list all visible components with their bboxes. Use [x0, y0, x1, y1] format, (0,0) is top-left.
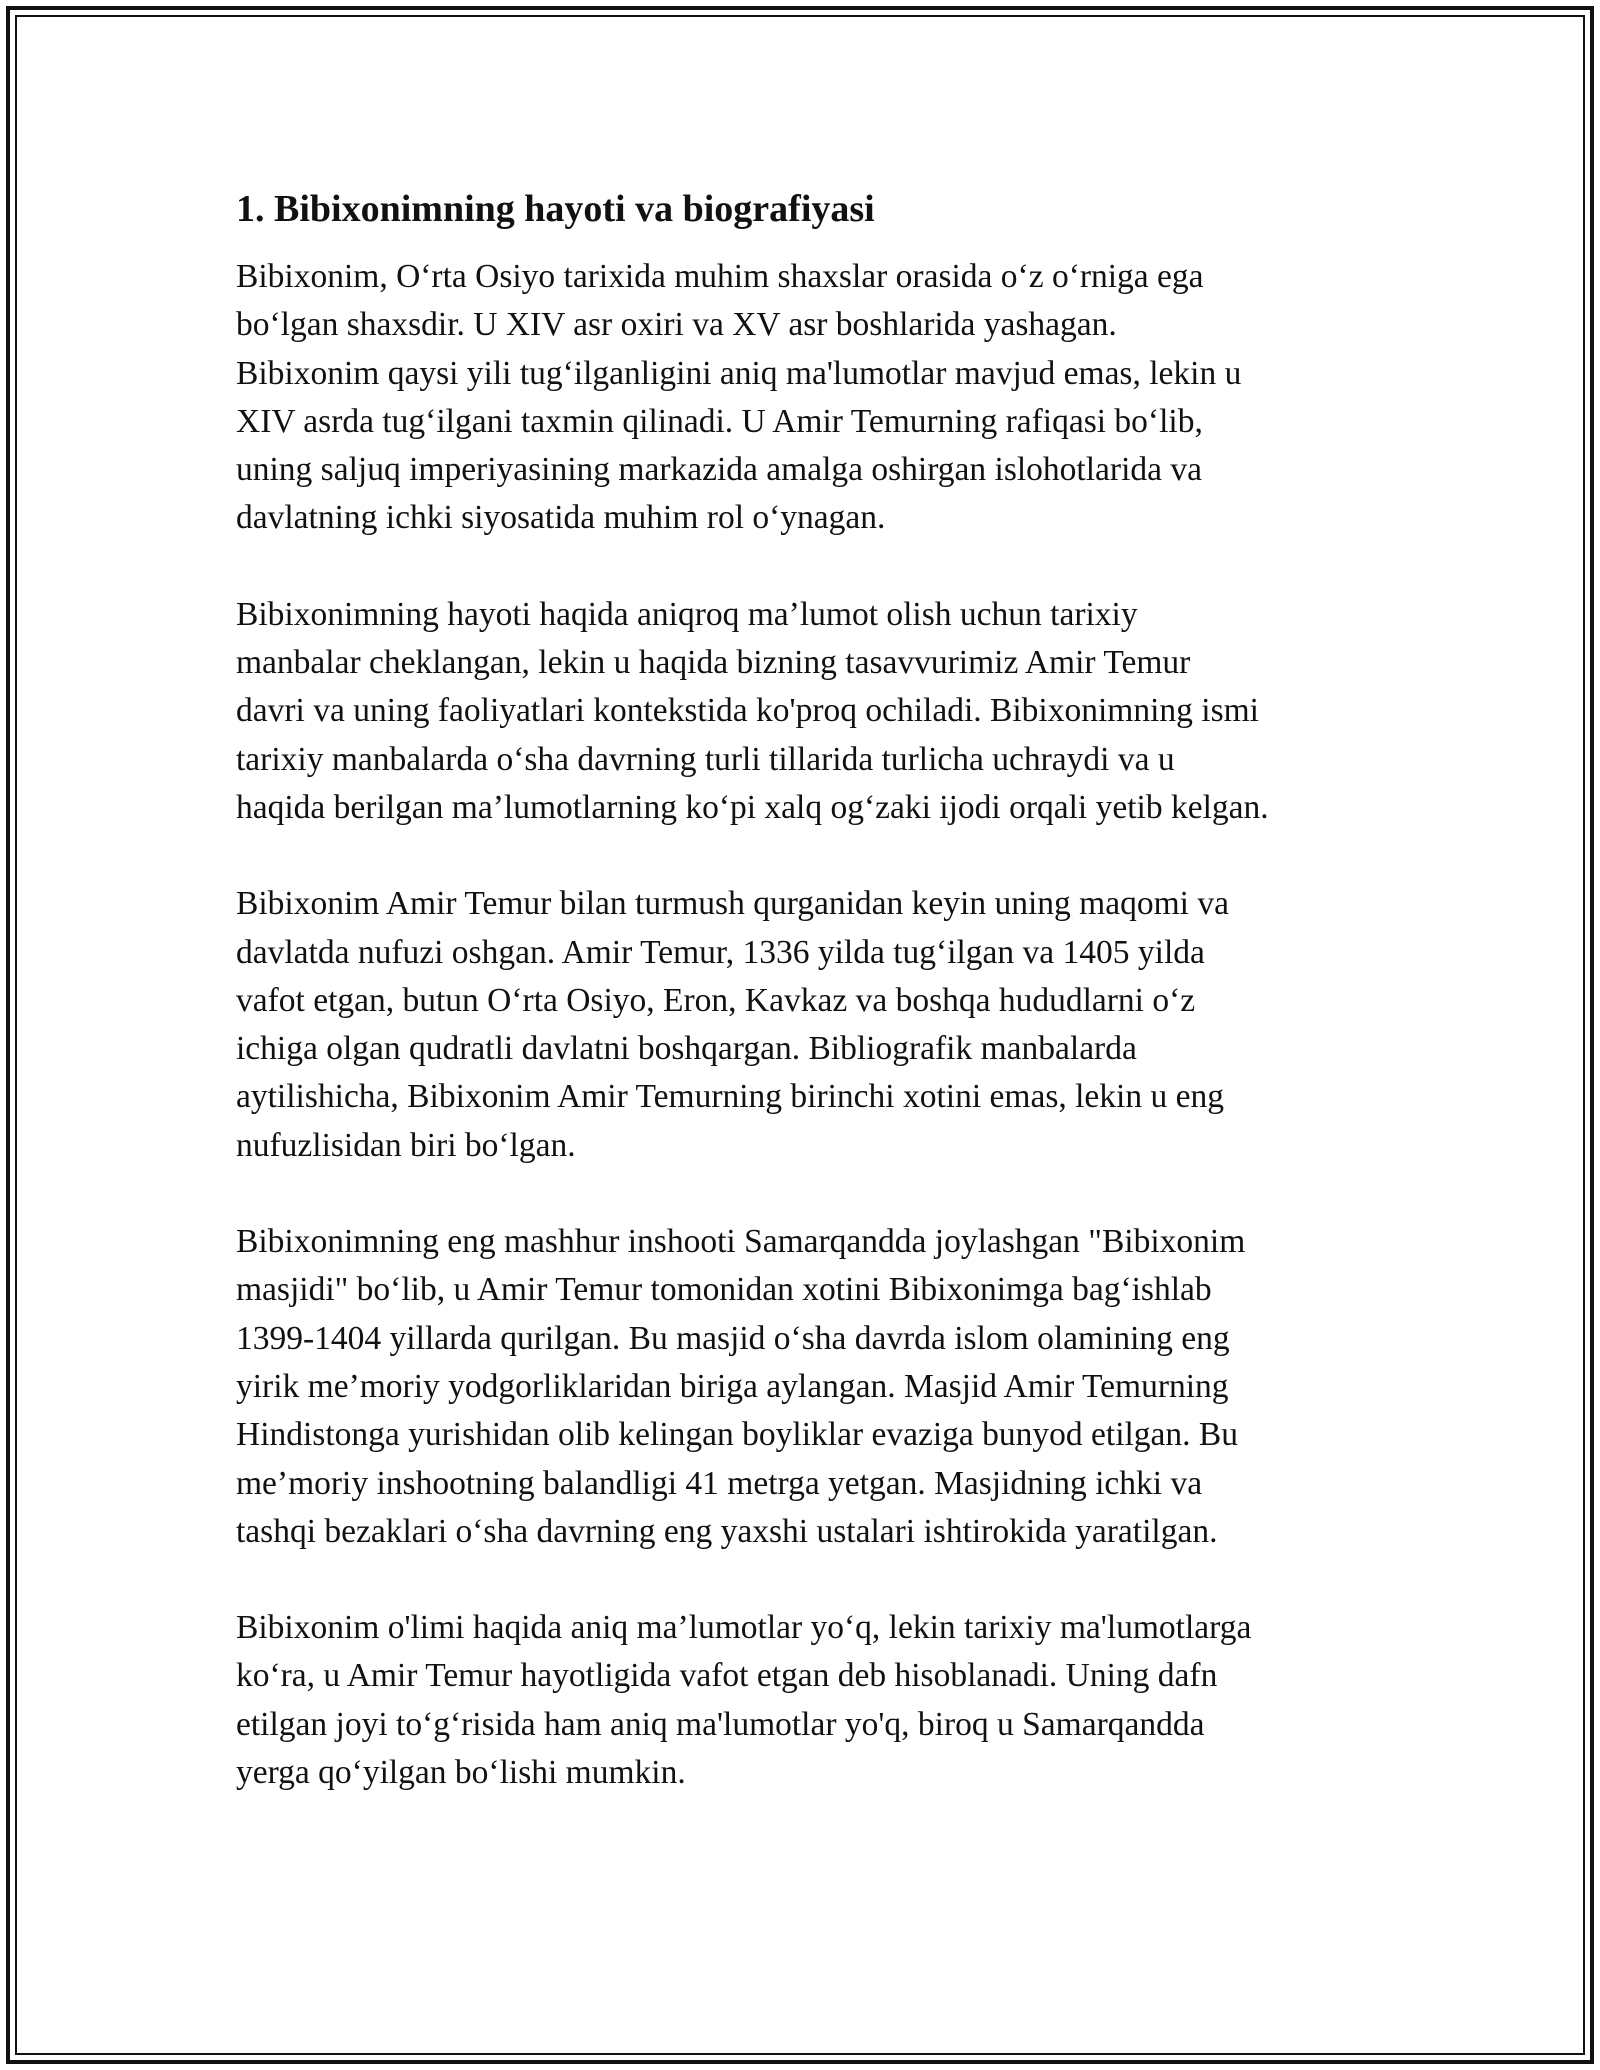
text-line: etilgan joyi to‘g‘risida ham aniq ma'lumotlar yo'q, biroq u Samarqandda — [236, 1705, 1205, 1743]
document-body — [236, 185, 1386, 1797]
text-line: Bibixonimning hayoti haqida aniqroq ma’lumot olish uchun tarixiy — [236, 595, 1138, 633]
text-line: aytilishicha, Bibixonim Amir Temurning birinchi xotini emas, lekin u eng — [236, 1078, 1224, 1116]
text-line: vafot etgan, butun O‘rta Osiyo, Eron, Kavkaz va boshqa hududlarni o‘z — [236, 981, 1196, 1019]
paragraph-4 — [236, 1218, 1386, 1556]
paragraph-5 — [236, 1604, 1386, 1797]
text-line: me’moriy inshootning balandligi 41 metrga yetgan. Masjidning ichki va — [236, 1464, 1203, 1502]
text-line: yerga qo‘yilgan bo‘lishi mumkin. — [236, 1754, 686, 1792]
text-line: Bibixonim qaysi yili tug‘ilganligini aniq ma'lumotlar mavjud emas, lekin u — [236, 354, 1242, 392]
text-line: tarixiy manbalarda o‘sha davrning turli tillarida turlicha uchraydi va u — [236, 740, 1175, 778]
text-line: manbalar cheklangan, lekin u haqida bizning tasavvurimiz Amir Temur — [236, 644, 1191, 682]
paragraph-1 — [236, 253, 1386, 543]
text-line: ichiga olgan qudratli davlatni boshqargan. Bibliografik manbalarda — [236, 1030, 1137, 1068]
text-line: davlatda nufuzi oshgan. Amir Temur, 1336 yilda tug‘ilgan va 1405 yilda — [236, 933, 1205, 971]
text-line: Hindistonga yurishidan olib kelingan boyliklar evaziga bunyod etilgan. Bu — [236, 1416, 1239, 1454]
paragraph-2 — [236, 591, 1386, 832]
paragraph-3 — [236, 880, 1386, 1170]
text-line: Bibixonim, O‘rta Osiyo tarixida muhim shaxslar orasida o‘z o‘rniga ega — [236, 258, 1204, 295]
text-line: haqida berilgan ma’lumotlarning ko‘pi xalq og‘zaki ijodi orqali yetib kelgan. — [236, 788, 1269, 826]
text-line: davlatning ichki siyosatida muhim rol o‘ynagan. — [236, 499, 886, 537]
text-line: uning saljuq imperiyasining markazida amalga oshirgan islohotlarida va — [236, 451, 1202, 489]
text-line: masjidi" bo‘lib, u Amir Temur tomonidan xotini Bibixonimga bag‘ishlab — [236, 1271, 1212, 1309]
text-line: Bibixonim Amir Temur bilan turmush qurganidan keyin uning maqomi va — [236, 885, 1229, 923]
text-line: Bibixonim o'limi haqida aniq ma’lumotlar yo‘q, lekin tarixiy ma'lumotlarga — [236, 1609, 1252, 1647]
text-line: Bibixonimning eng mashhur inshooti Samarqandda joylashgan "Bibixonim — [236, 1223, 1246, 1261]
text-line: ko‘ra, u Amir Temur hayotligida vafot etgan deb hisoblanadi. Uning dafn — [236, 1657, 1218, 1695]
text-line: 1399-1404 yillarda qurilgan. Bu masjid o‘sha davrda islom olamining eng — [236, 1319, 1230, 1357]
text-line: tashqi bezaklari o‘sha davrning eng yaxshi ustalari ishtirokida yaratilgan. — [236, 1512, 1218, 1550]
text-line: yirik me’moriy yodgorliklaridan biriga aylangan. Masjid Amir Temurning — [236, 1367, 1229, 1405]
text-line: XIV asrda tug‘ilgani taxmin qilinadi. U Amir Temurning rafiqasi bo‘lib, — [236, 402, 1203, 440]
text-line: bo‘lgan shaxsdir. U XIV asr oxiri va XV asr boshlarida yashagan. — [236, 306, 1117, 344]
text-line: nufuzlisidan biri bo‘lgan. — [236, 1126, 576, 1164]
text-line: davri va uning faoliyatlari kontekstida ko'proq ochiladi. Bibixonimning ismi — [236, 692, 1259, 730]
section-heading: 1. Bibixonimning hayoti va biografiyasi — [236, 188, 875, 230]
